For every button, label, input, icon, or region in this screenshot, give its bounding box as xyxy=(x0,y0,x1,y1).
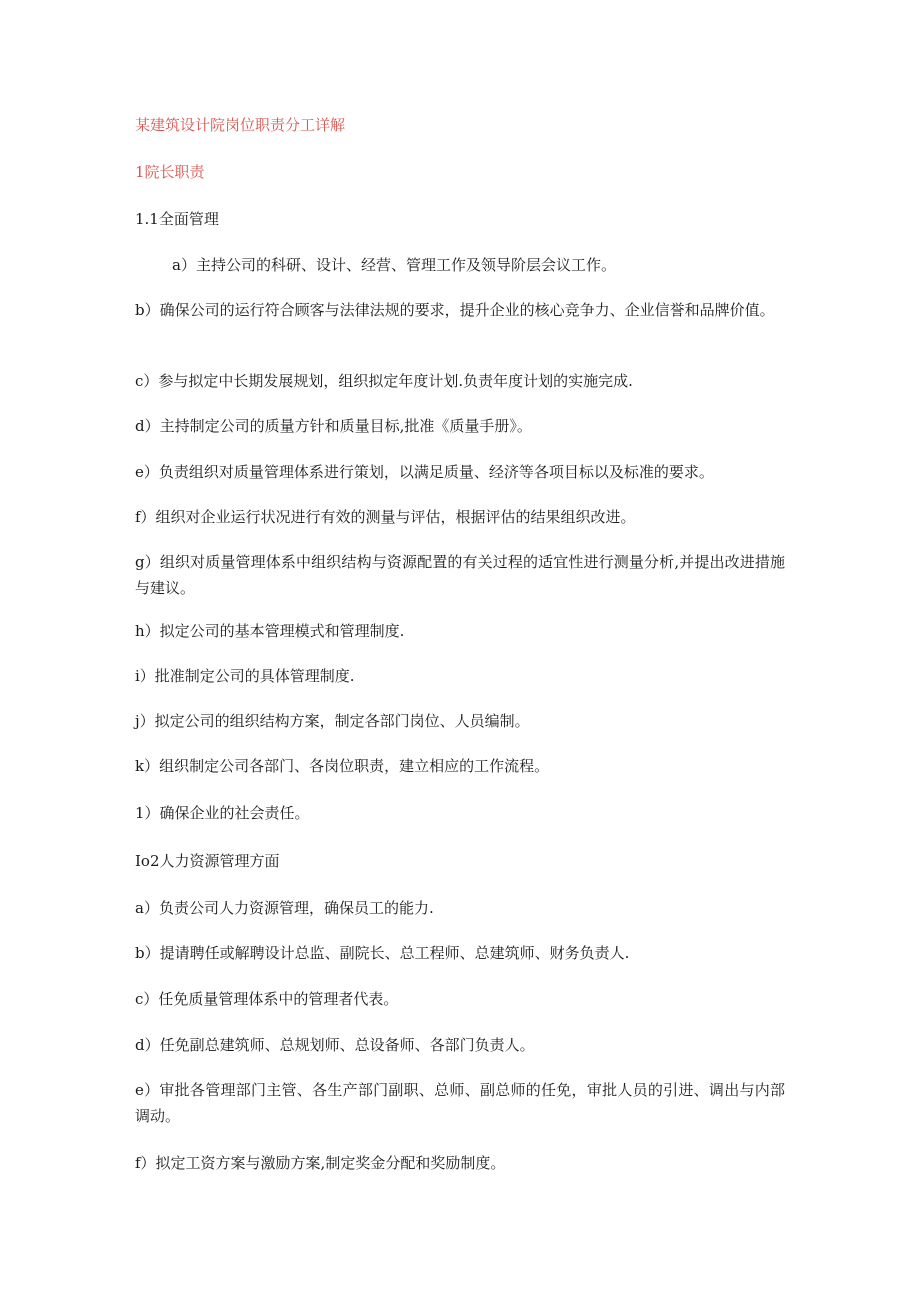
list-item: k）组织制定公司各部门、各岗位职责，建立相应的工作流程。 xyxy=(135,757,550,775)
list-item: a）负责公司人力资源管理，确保员工的能力. xyxy=(135,899,434,917)
document-title: 某建筑设计院岗位职责分工详解 xyxy=(135,116,346,134)
list-item: j）拟定公司的组织结构方案，制定各部门岗位、人员编制。 xyxy=(135,712,530,730)
list-item: d）任免副总建筑师、总规划师、总设备师、各部门负责人。 xyxy=(135,1036,535,1054)
list-item: d）主持制定公司的质量方针和质量目标,批准《质量手册》。 xyxy=(135,417,532,435)
list-item: b）确保公司的运行符合顾客与法律法规的要求，提升企业的核心竞争力、企业信誉和品牌价值。 xyxy=(135,301,775,319)
list-item: a）主持公司的科研、设计、经营、管理工作及领导阶层会议工作。 xyxy=(172,256,616,274)
list-item: g）组织对质量管理体系中组织结构与资源配置的有关过程的适宜性进行测量分析,并提出改进措施与建议。 xyxy=(135,553,785,597)
list-item: b）提请聘任或解聘设计总监、副院长、总工程师、总建筑师、财务负责人. xyxy=(135,944,630,962)
subsection-heading-1-1: 1.1全面管理 xyxy=(135,210,219,228)
list-item: e）审批各管理部门主管、各生产部门副职、总师、副总师的任免，审批人员的引进、调出与内部调动。 xyxy=(135,1081,785,1125)
list-item: i）批准制定公司的具体管理制度. xyxy=(135,667,355,685)
subsection-heading-1-2: Io2人力资源管理方面 xyxy=(135,852,280,870)
list-item: c）参与拟定中长期发展规划，组织拟定年度计划.负责年度计划的实施完成. xyxy=(135,372,633,390)
list-item: h）拟定公司的基本管理模式和管理制度. xyxy=(135,622,405,640)
list-item: c）任免质量管理体系中的管理者代表。 xyxy=(135,990,399,1008)
list-item: f）拟定工资方案与激励方案,制定奖金分配和奖励制度。 xyxy=(135,1154,506,1172)
list-item: e）负责组织对质量管理体系进行策划，以满足质量、经济等各项目标以及标准的要求。 xyxy=(135,463,714,481)
list-item: 1）确保企业的社会责任。 xyxy=(135,804,310,822)
section-heading-1: 1院长职责 xyxy=(135,163,205,181)
list-item: f）组织对企业运行状况进行有效的测量与评估，根据评估的结果组织改进。 xyxy=(135,508,636,526)
